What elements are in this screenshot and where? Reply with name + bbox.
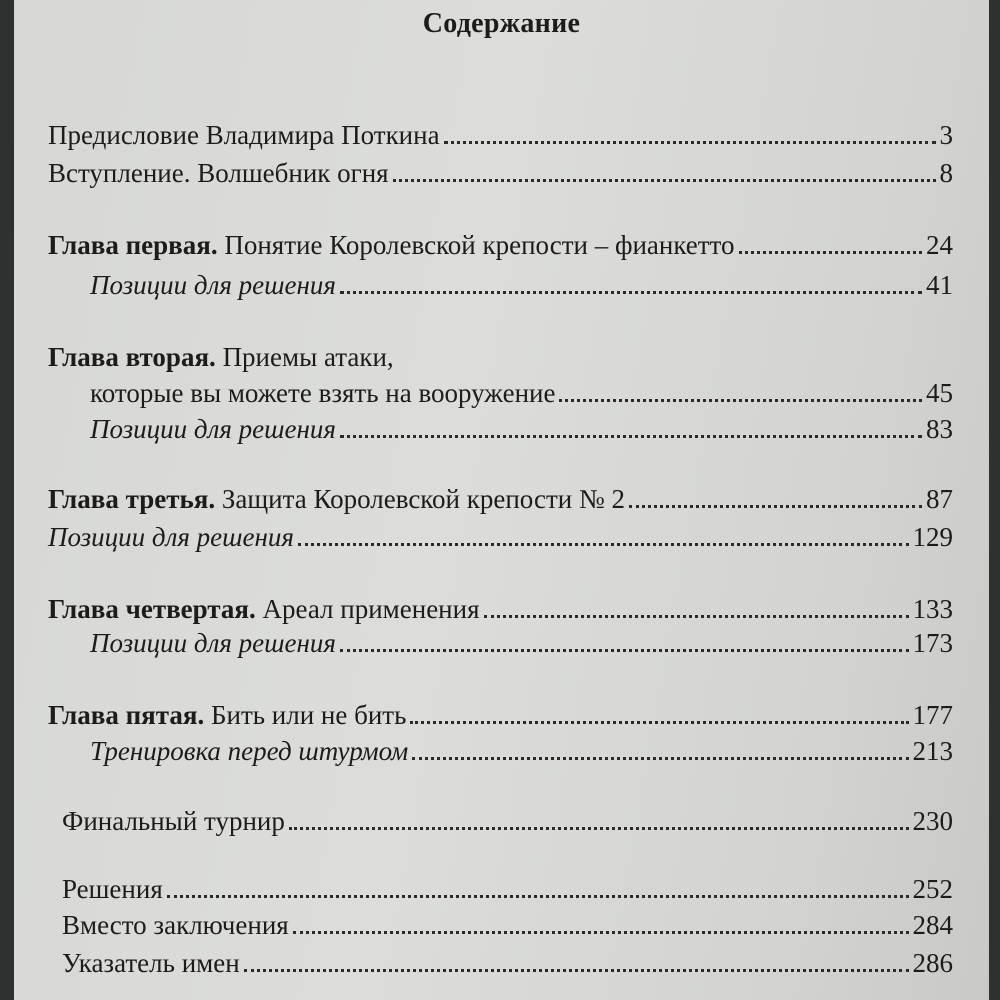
toc-entry-label — [48, 592, 480, 626]
toc-entry — [48, 118, 953, 152]
dot-leader — [412, 757, 908, 760]
dot-leader — [340, 435, 922, 438]
toc-entry-page: 286 — [912, 948, 953, 978]
dot-leader — [289, 827, 909, 830]
toc-entry-page: 177 — [912, 700, 953, 730]
toc-entry-page: 45 — [926, 378, 953, 408]
toc-entry — [62, 908, 953, 942]
dot-leader — [629, 505, 922, 508]
toc-entry-page: 252 — [912, 874, 953, 904]
book-page — [14, 0, 989, 1000]
toc-entry-label: Указатель имен — [62, 948, 240, 978]
toc-entry-continuation — [90, 376, 953, 410]
toc-entry-page: 83 — [926, 414, 953, 444]
toc-entry-label — [48, 228, 735, 262]
chapter-title: Бить или не бить — [204, 700, 407, 730]
toc-entry-page: 3 — [939, 120, 953, 150]
dot-leader — [340, 649, 909, 652]
toc-entry-label: которые вы можете взять на вооружение — [90, 378, 556, 408]
chapter-prefix: Глава третья. — [48, 484, 216, 514]
chapter-title: Защита Королевской крепости № 2 — [215, 484, 625, 514]
chapter-title: Понятие Королевской крепости – фианкетто — [217, 230, 735, 260]
toc-entry-page: 284 — [912, 910, 953, 940]
toc-entry-label: Предисловие Владимира Поткина — [48, 120, 440, 150]
dot-leader — [484, 615, 909, 618]
toc-entry-label: Финальный турнир — [62, 806, 285, 836]
toc-entry-label: Тренировка перед штурмом — [90, 736, 409, 766]
dot-leader — [167, 895, 909, 898]
toc-entry-page: 173 — [912, 628, 953, 658]
chapter-title: Ареал применения — [255, 594, 480, 624]
chapter-prefix: Глава четвертая. — [48, 594, 256, 624]
toc-entry-label: Позиции для решения — [48, 522, 294, 552]
dot-leader — [410, 721, 908, 724]
toc-entry-label — [48, 698, 406, 732]
toc-entry — [48, 156, 953, 190]
toc-entry — [62, 872, 953, 906]
toc-chapter-entry — [48, 482, 953, 516]
toc-entry-label: Позиции для решения — [90, 628, 336, 658]
chapter-prefix: Глава вторая. — [48, 342, 216, 372]
toc-entry-label: Вместо заключения — [62, 910, 289, 940]
toc-entry-page: 133 — [912, 594, 953, 624]
toc-entry-page: 87 — [926, 484, 953, 514]
toc-chapter-entry — [48, 340, 394, 374]
chapter-prefix: Глава первая. — [48, 230, 218, 260]
toc-entry-label: Решения — [62, 874, 163, 904]
toc-chapter-entry — [48, 592, 953, 626]
toc-entry-page: 230 — [912, 806, 953, 836]
toc-subentry — [90, 626, 953, 660]
toc-subentry — [48, 520, 953, 554]
toc-entry-page: 8 — [939, 158, 953, 188]
dot-leader — [293, 931, 909, 934]
dot-leader — [340, 291, 922, 294]
toc-subentry — [90, 268, 953, 302]
dot-leader — [559, 399, 922, 402]
chapter-prefix: Глава пятая. — [48, 700, 205, 730]
dot-leader — [393, 179, 936, 182]
toc-entry-label: Вступление. Волшебник огня — [48, 158, 389, 188]
page-title: Содержание — [422, 8, 581, 39]
toc-entry-page: 41 — [926, 270, 953, 300]
toc-chapter-entry — [48, 228, 953, 262]
dot-leader — [244, 969, 909, 972]
toc-entry-label: Позиции для решения — [90, 414, 336, 444]
toc-entry-label: Позиции для решения — [90, 270, 336, 300]
toc-subentry — [90, 412, 953, 446]
toc-entry-label — [48, 482, 625, 516]
toc-entry-page: 213 — [912, 736, 953, 766]
toc-chapter-entry — [48, 698, 953, 732]
toc-entry — [62, 804, 953, 838]
dot-leader — [739, 251, 923, 254]
dot-leader — [444, 141, 936, 144]
toc-subentry — [90, 734, 953, 768]
toc-entry-page: 24 — [926, 230, 953, 260]
toc-entry-page: 129 — [912, 522, 953, 552]
toc-entry — [62, 946, 953, 980]
chapter-title: Приемы атаки, — [215, 342, 394, 372]
dot-leader — [298, 543, 909, 546]
